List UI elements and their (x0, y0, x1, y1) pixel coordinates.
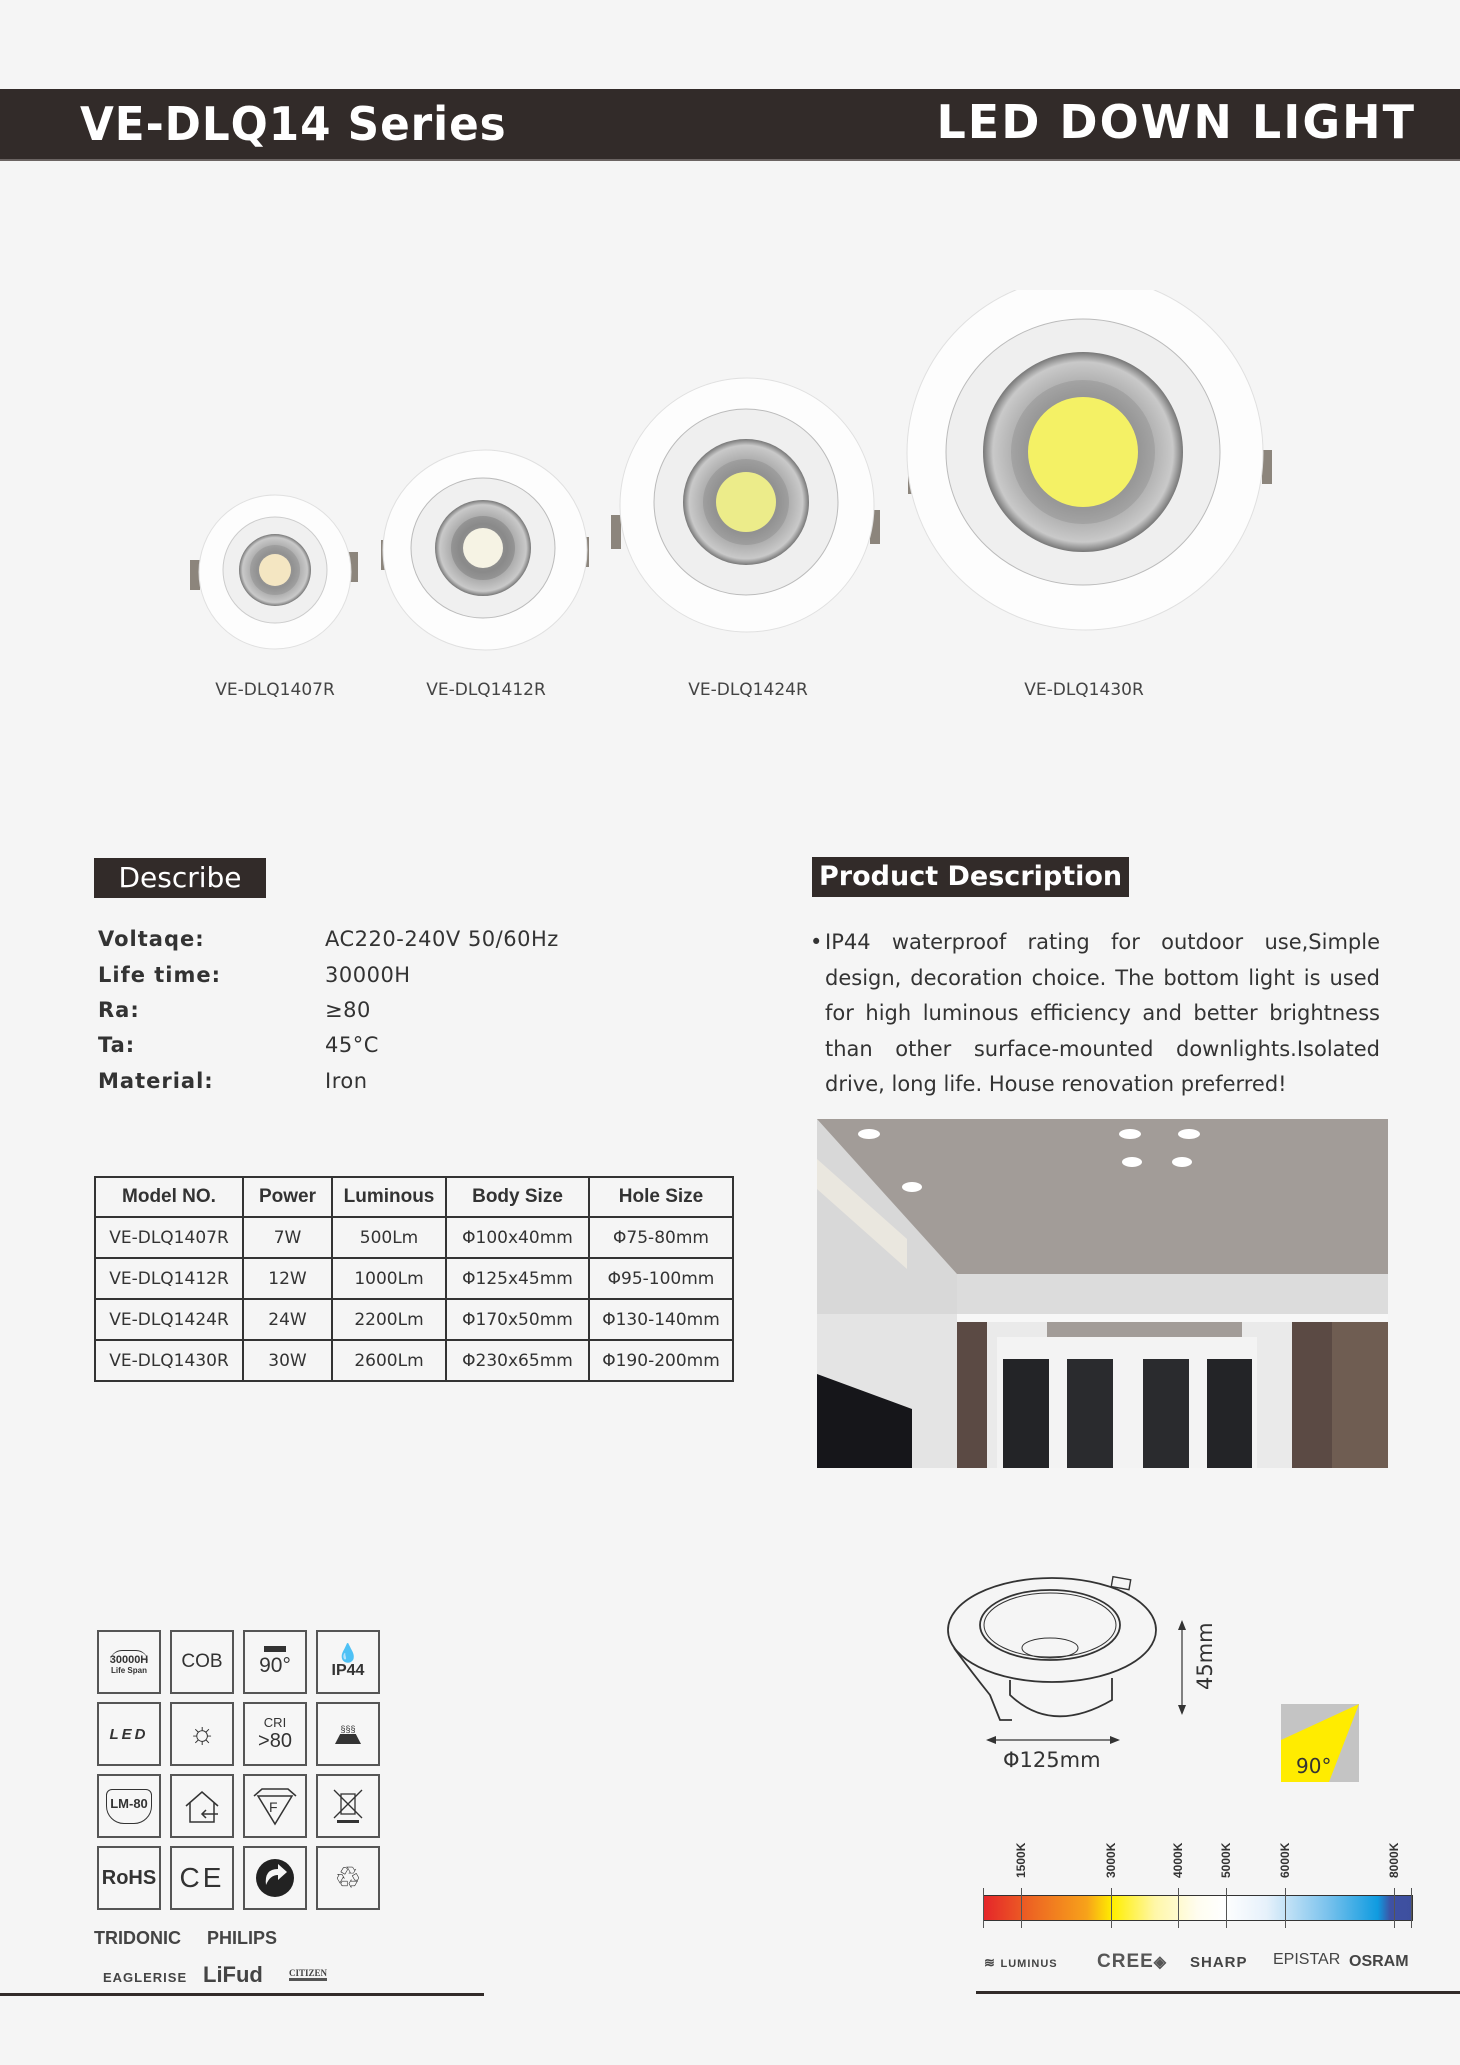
footer-divider-right (976, 1991, 1460, 1994)
sun-brightness-icon: ☼ (170, 1702, 234, 1766)
column-header: Body Size (446, 1177, 589, 1217)
beam-angle-icon (243, 1630, 307, 1694)
spec-label: Voltaqe: (98, 927, 205, 951)
beam-angle-label: 90° (1296, 1754, 1332, 1778)
life-span-label: Life Span (110, 1665, 147, 1675)
kelvin-tick-label: 5000K (1219, 1842, 1233, 1878)
spec-value: 45°C (325, 1033, 379, 1057)
spec-value: Iron (325, 1069, 368, 1093)
ip-rating-label: IP44 (331, 1662, 365, 1679)
heat-dissipation-icon: §§§ (316, 1702, 380, 1766)
table-cell: Φ75-80mm (589, 1217, 733, 1258)
table-cell: 30W (243, 1340, 332, 1381)
table-header-row (95, 1177, 733, 1217)
table-cell: 1000Lm (332, 1258, 446, 1299)
room-installation-photo (817, 1119, 1388, 1468)
kelvin-tick-label: 3000K (1104, 1842, 1118, 1878)
kelvin-tick-label: 1500K (1014, 1842, 1028, 1878)
cri-icon (243, 1702, 307, 1766)
brand-epistar-logo: EPISTAR (1273, 1951, 1341, 1968)
tick-mark (1285, 1888, 1286, 1928)
beam-angle-diagram (1281, 1704, 1359, 1782)
rohs-icon: RoHS (97, 1846, 161, 1910)
model-label: VE-DLQ1430R (1024, 680, 1144, 700)
life-span-value: 30000H (110, 1650, 149, 1666)
downlight-1424-image (611, 378, 880, 632)
header-bar (0, 89, 1460, 161)
table-row (95, 1340, 733, 1381)
spec-label: Ra: (98, 998, 140, 1022)
brand-tridonic-logo: TRIDONIC (94, 1928, 181, 1948)
table-cell: Φ95-100mm (589, 1258, 733, 1299)
table-cell: 2200Lm (332, 1299, 446, 1340)
cob-icon: COB (170, 1630, 234, 1694)
kelvin-tick-label: 8000K (1387, 1842, 1401, 1878)
led-icon: LED (97, 1702, 161, 1766)
table-cell: VE-DLQ1412R (95, 1258, 243, 1299)
recycle-icon: ♲ (316, 1846, 380, 1910)
beam-angle-value: 90° (259, 1654, 291, 1677)
lm80-icon (97, 1774, 161, 1838)
model-label: VE-DLQ1412R (426, 680, 546, 700)
table-row (95, 1258, 733, 1299)
table-cell: 500Lm (332, 1217, 446, 1258)
describe-heading: Describe (94, 858, 266, 898)
product-lineup-image (180, 290, 1290, 660)
kelvin-tick-label: 6000K (1278, 1842, 1292, 1878)
downlight-1412-image (381, 450, 589, 650)
table-cell: VE-DLQ1407R (95, 1217, 243, 1258)
indoor-use-icon (170, 1774, 234, 1838)
table-cell: VE-DLQ1430R (95, 1340, 243, 1381)
table-cell: Φ130-140mm (589, 1299, 733, 1340)
product-description-heading: Product Description (812, 857, 1129, 897)
column-header: Model NO. (95, 1177, 243, 1217)
f-mark-icon (243, 1774, 307, 1838)
green-dot-icon (243, 1846, 307, 1910)
product-description-text (810, 925, 1380, 1103)
brand-luminus-logo: ≋ LUMINUS (984, 1955, 1058, 1970)
tick-mark (1226, 1888, 1227, 1928)
table-cell: Φ100x40mm (446, 1217, 589, 1258)
spec-label: Material: (98, 1069, 214, 1093)
spec-label: Life time: (98, 963, 222, 987)
column-header: Hole Size (589, 1177, 733, 1217)
spec-label: Ta: (98, 1033, 136, 1057)
water-drop-icon: 💧 (336, 1643, 360, 1663)
tick-mark (1394, 1888, 1395, 1928)
table-cell: 12W (243, 1258, 332, 1299)
column-header: Luminous (332, 1177, 446, 1217)
brand-lifud-logo: LiFud (203, 1962, 263, 1987)
bullet-icon: • (810, 930, 823, 954)
diameter-dimension-label: Φ125mm (1003, 1748, 1101, 1772)
kelvin-tick-label: 4000K (1171, 1842, 1185, 1878)
table-cell: Φ190-200mm (589, 1340, 733, 1381)
tick-mark (1021, 1888, 1022, 1928)
table-cell: Φ125x45mm (446, 1258, 589, 1299)
color-temperature-bar (983, 1895, 1413, 1921)
spec-value: ≥80 (325, 998, 371, 1022)
table-cell: 2600Lm (332, 1340, 446, 1381)
tick-mark (1111, 1888, 1112, 1928)
table-cell: 24W (243, 1299, 332, 1340)
brand-philips-logo: PHILIPS (207, 1928, 278, 1948)
series-title: VE-DLQ14 Series (80, 97, 507, 151)
footer-divider-left (0, 1993, 484, 1996)
table-row (95, 1217, 733, 1258)
brand-osram-logo: OSRAM (1349, 1953, 1409, 1970)
cri-label: CRI (263, 1715, 287, 1730)
table-cell: 7W (243, 1217, 332, 1258)
table-cell: Φ230x65mm (446, 1340, 589, 1381)
height-dimension-label: 45mm (1193, 1622, 1217, 1690)
brand-sharp-logo: SHARP (1190, 1954, 1248, 1971)
tick-mark (1178, 1888, 1179, 1928)
f-mark-label: F (269, 1799, 278, 1815)
brand-eaglerise-logo: EAGLERISE (103, 1970, 188, 1985)
brand-citizen-logo: CITIZEN (289, 1968, 327, 1981)
column-header: Power (243, 1177, 332, 1217)
spec-value: AC220-240V 50/60Hz (325, 927, 559, 951)
category-title: LED DOWN LIGHT (936, 95, 1416, 149)
spec-value: 30000H (325, 963, 411, 987)
ip44-icon (316, 1630, 380, 1694)
brand-cree-logo: CREE◈ (1097, 1951, 1168, 1972)
model-label: VE-DLQ1424R (688, 680, 808, 700)
description-paragraph: IP44 waterproof rating for outdoor use,Simple design, decoration choice. The bottom light is used for high luminous efficiency and better brightness than other surface-mounted downlights.Isolated drive, long life. House renovation preferred! (825, 930, 1380, 1096)
ce-icon: CE (170, 1846, 234, 1910)
spec-table (94, 1176, 734, 1382)
cri-value: >80 (258, 1730, 292, 1752)
table-cell: VE-DLQ1424R (95, 1299, 243, 1340)
downlight-1407-image (190, 495, 358, 649)
model-label: VE-DLQ1407R (215, 680, 335, 700)
life-span-icon (97, 1630, 161, 1694)
table-cell: Φ170x50mm (446, 1299, 589, 1340)
downlight-1430-image (907, 290, 1272, 630)
table-row (95, 1299, 733, 1340)
weee-bin-icon (316, 1774, 380, 1838)
lm80-label: LM-80 (106, 1789, 152, 1824)
